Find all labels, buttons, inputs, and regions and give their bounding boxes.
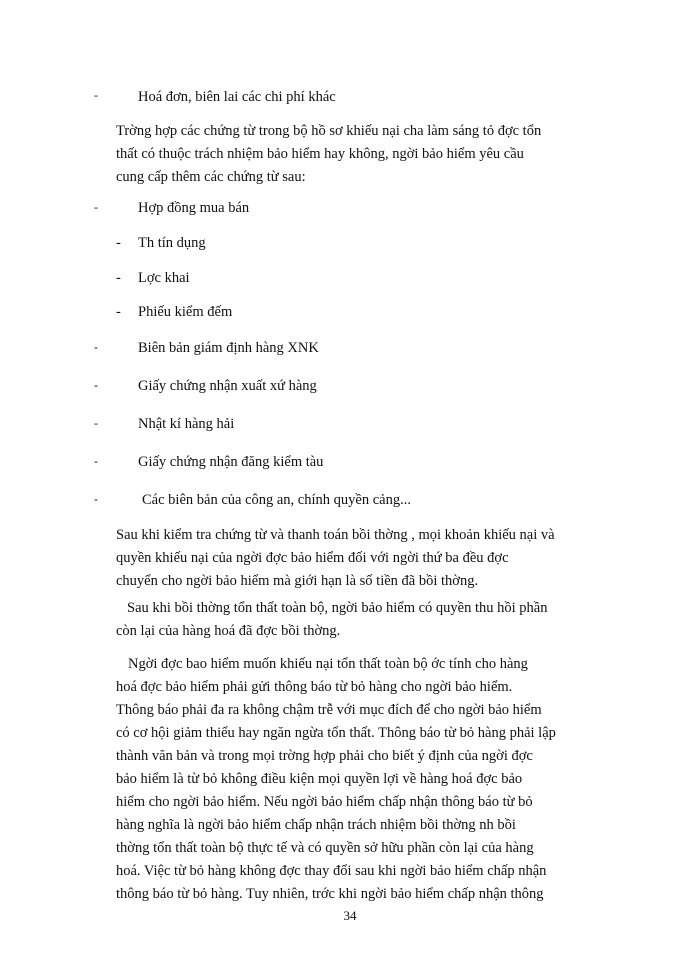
- bullet-marker: -: [94, 378, 98, 392]
- paragraph-line: thành văn bản và trong mọi trờng hợp phải cho biết ý định của ngời đợc: [116, 748, 533, 764]
- list-item: Giấy chứng nhận xuất xứ hàng: [138, 378, 317, 394]
- list-item: Hoá đơn, biên lai các chi phí khác: [138, 89, 336, 105]
- bullet-marker: -: [116, 270, 121, 286]
- page-number: 34: [343, 908, 357, 923]
- paragraph-line: thờng tổn thất toàn bộ thực tế và có quyền sở hữu phần còn lại của hàng: [116, 840, 534, 856]
- bullet-marker: -: [94, 492, 98, 506]
- bullet-marker: -: [94, 416, 98, 430]
- paragraph: [116, 597, 628, 643]
- paragraph-line: Sau khi kiểm tra chứng từ và thanh toán bồi thờng , mọi khoản khiếu nại và: [116, 527, 555, 543]
- list-item: Hợp đồng mua bán: [138, 200, 250, 216]
- bullet-marker: -: [116, 235, 121, 251]
- paragraph-line: quyền khiếu nại của ngời đợc bảo hiểm đối với ngời thứ ba đều đợc: [116, 550, 509, 566]
- list-item: Các biên bản của công an, chính quyền cảng...: [142, 492, 411, 508]
- list-item: Giấy chứng nhận đăng kiểm tàu: [138, 454, 324, 470]
- list-item: Biên bản giám định hàng XNK: [138, 340, 319, 356]
- paragraph-line: Sau khi bồi thờng tổn thất toàn bộ, ngời bảo hiểm có quyền thu hồi phần: [127, 600, 548, 616]
- paragraph-line: Thông báo phải đa ra không chậm trễ với mục đích để cho ngời bảo hiểm: [116, 702, 542, 718]
- paragraph: [116, 524, 628, 593]
- paragraph: [116, 653, 628, 906]
- paragraph-line: hiểm cho ngời bảo hiểm. Nếu ngời bảo hiểm chấp nhận thông báo từ bỏ: [116, 794, 533, 810]
- list-item: Th tín dụng: [138, 235, 206, 251]
- bullet-marker: -: [94, 88, 98, 102]
- paragraph-line: cung cấp thêm các chứng từ sau:: [116, 169, 306, 185]
- list-item: Nhật kí hàng hải: [138, 416, 235, 432]
- paragraph-line: thất có thuộc trách nhiệm bảo hiểm hay không, ngời bảo hiểm yêu cầu: [116, 146, 524, 162]
- bullet-marker: -: [94, 454, 98, 468]
- paragraph-line: hàng nghĩa là ngời bảo hiểm chấp nhận trách nhiệm bồi thờng nh bồi: [116, 817, 516, 833]
- paragraph-line: thông báo từ bỏ hàng. Tuy nhiên, trớc khi ngời bảo hiểm chấp nhận thông: [116, 886, 544, 902]
- paragraph-line: còn lại của hàng hoá đã đợc bồi thờng.: [116, 623, 341, 639]
- bullet-marker: -: [94, 200, 98, 214]
- paragraph-line: Ngời đợc bao hiểm muốn khiếu nại tổn thất toàn bộ ớc tính cho hàng: [128, 656, 528, 672]
- paragraph: [116, 120, 628, 189]
- paragraph-line: có cơ hội giảm thiểu hay ngăn ngừa tổn thất. Thông báo từ bỏ hàng phải lập: [116, 725, 556, 741]
- list-item: Lợc khai: [138, 270, 190, 286]
- paragraph-line: hoá đợc bảo hiểm phải gửi thông báo từ bỏ hàng cho ngời bảo hiểm.: [116, 679, 513, 695]
- paragraph-line: chuyển cho ngời bảo hiểm mà giới hạn là số tiền đã bồi thờng.: [116, 573, 479, 589]
- paragraph-line: Trờng hợp các chứng từ trong bộ hồ sơ khiếu nại cha làm sáng tỏ đợc tổn: [116, 123, 542, 139]
- paragraph-line: bảo hiểm là từ bỏ không điều kiện mọi quyền lợi về hàng hoá đợc bảo: [116, 771, 523, 787]
- list-item: Phiếu kiểm đếm: [138, 304, 233, 320]
- bullet-marker: -: [116, 304, 121, 320]
- paragraph-line: hoá. Việc từ bỏ hàng không đợc thay đổi sau khi ngời bảo hiểm chấp nhận: [116, 863, 547, 879]
- bullet-marker: -: [94, 340, 98, 354]
